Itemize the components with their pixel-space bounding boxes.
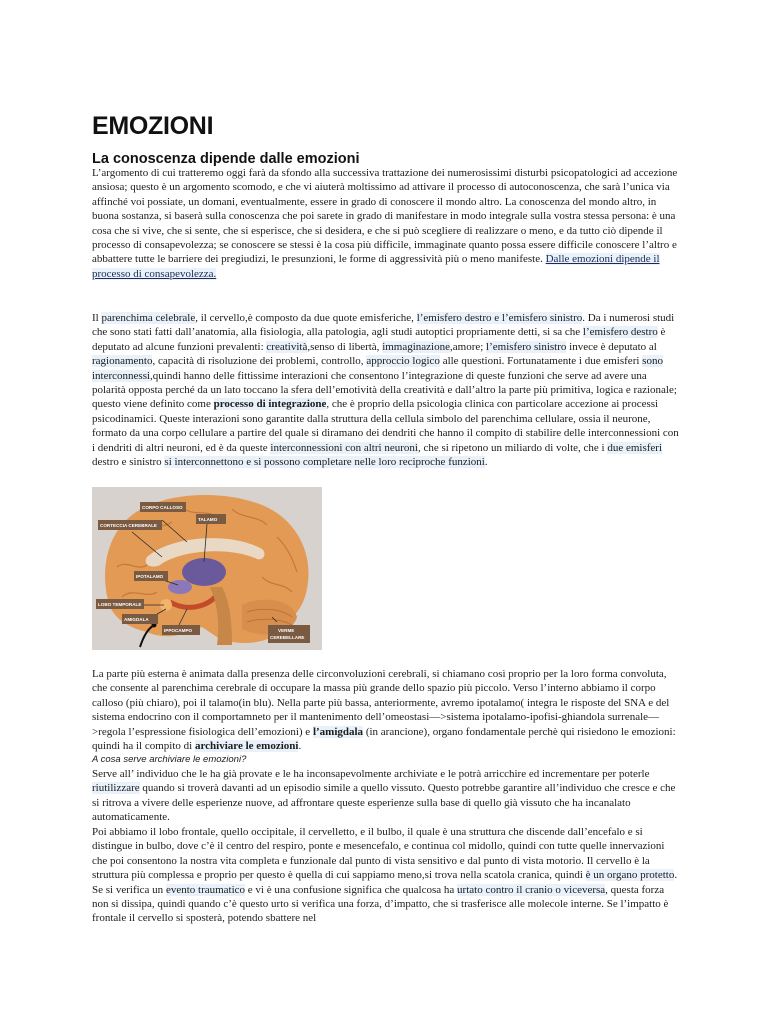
text-span: destro e sinistro (92, 456, 165, 469)
section-heading: La conoscenza dipende dalle emozioni (92, 151, 360, 167)
text-span: Serve all’ individuo che le ha già provate e le ha inconsapevolmente archiviate e le potrà arricchire ed incrementare per poterle (92, 768, 650, 780)
label-corteccia: CORTECCIA CEREBRALE (100, 523, 157, 528)
text-span: , che si ripetono un miliardo di volte, che i (417, 441, 608, 454)
text-span: La parte più esterna è animata dalla presenza delle circonvoluzioni cerebrali, si chiamano così proprio per la loro forma convoluta, che consente al parenchima cerebrale di occupare la massa più grande dello spazio più piccolo. Verso l’interno abbiamo il corpo calloso (più chiaro), poi il talamo(in blu). Nella parte più bassa, anteriormente, avremo ipotalamo( integra le risposte del SNA e del sistema endocrino con il comportamneto per il mantenimento dell’omeostasi—>sistema ipotalamo-ipofisi-ghiandola surrenale—>regola l’espressione fisiologica dell’emozioni) e (92, 668, 670, 738)
text-span: quando si troverà davanti ad un episodio simile a quello vissuto. Questo potrebbe garantire all’individuo che cresce e che si ritrova a vivere delle esperienze nuove, ad affrontare queste esperienze sulla base di quello già vissuto che ha incanalato automaticamente. (92, 782, 676, 824)
text-span: Poi abbiamo il lobo frontale, quello occipitale, il cervelletto, e il bulbo, il quale è una struttura che discende dall’encefalo e si distingue in bulbo, dove c’è il centro del respiro, ponte e mesencefalo, e continua col midollo, quindi con tutte quelle innervazioni che poi consentono la nostra vita completa e funzionale dal punto di vista sensitivo e dal punto di vista motorio. Il cervello è la struttura più complessa e proprio per questo è quella di cui sappiamo meno,si trova nella scatola cranica, quindi (92, 826, 665, 882)
text-span: ,amore; (450, 340, 487, 353)
text-span: e vi è una confusione significa che qualcosa ha (245, 883, 458, 896)
highlight-riutilizzare: riutilizzare (92, 782, 140, 795)
bold-processo-integrazione: processo di integrazione (213, 398, 327, 411)
label-amigdala: AMIGDALA (124, 617, 149, 622)
text-span: è deputato ad alcune funzioni prevalenti: (92, 326, 666, 353)
highlight-evento-traumatico: evento traumatico (165, 883, 246, 896)
highlight-emisfero-sinistro: l’emisfero sinistro (486, 340, 567, 353)
highlight-emisferi: l’emisfero destro e l’emisfero sinistro (416, 312, 583, 324)
highlight-ragionamento: ragionamento (92, 355, 153, 368)
text-span: , che è proprio della psicologia clinica con particolare accezione ai processi psicodinamici. Queste interazioni sono garantite dalla struttura della cellula simbolo del parenchima cellulare, ossia il neurone, formato da una corpo cellulare a partire del quale si diramano dei dendriti che hanno il compito di stabilire delle interconnessioni con i dendriti di altri neuroni, ed è da queste (92, 398, 679, 454)
consapevolezza-link[interactable]: Dalle emozioni dipende il processo di consapevolezza. (92, 253, 660, 280)
highlight-completare: si interconnettono e si possono completare nelle loro reciproche funzioni (164, 456, 485, 469)
brain-diagram-svg (92, 487, 322, 650)
text-span: . Se si verifica un (92, 869, 678, 896)
text-span: , capacità di risoluzione dei problemi, controllo, (152, 355, 367, 368)
label-ippocampo: IPPOCAMPO (164, 628, 193, 633)
text-span: , questa forza non si dissipa, quindi quando c’è questo urto si verifica una forza, d’impatto, che si trasferisce alle molecole interne. Se l’impatto è frontale il cervello si sposterà, potendo sbattere nel (92, 883, 669, 925)
label-talamo: TALAMO (198, 517, 218, 522)
question-heading: A cosa serve archiviare le emozioni? (92, 754, 247, 765)
label-verme: VERME (278, 628, 295, 633)
paragraph-lobes (92, 825, 682, 926)
text-span: (in arancione), organo fondamentale perchè qui risiedono le emozioni: quindi ha il compito di (92, 725, 676, 753)
text-span: , il cervello,è composto da due quote emisferiche, (195, 312, 417, 324)
paragraph-anatomy (92, 667, 682, 753)
text-span: ,quindi hanno delle fittissime interazioni che consentono l’integrazione di queste funzioni che serve ad avere una polarità opposta perché da un lato toccano la sfera dell’emotività della creatività e dall’altro la parte più primitiva, logica e razionale; questo viene definito come (92, 369, 677, 411)
label-corpo-calloso: CORPO CALLOSO (142, 505, 183, 510)
paragraph-intro (92, 166, 682, 281)
label-lobo-temporale: LOBO TEMPORALE (98, 602, 142, 607)
text-span: ,senso di libertà, (307, 340, 383, 353)
paragraph-archive (92, 767, 682, 825)
highlight-urtato: urtato contro il cranio o viceversa (457, 883, 606, 896)
bold-archiviare-emozioni: archiviare le emozioni (194, 740, 299, 753)
text-span: alle questioni. Fortunatamente i due emisferi (439, 355, 643, 368)
brain-diagram-image (92, 487, 322, 650)
bold-amigdala: l’amigdala (312, 725, 364, 738)
question-heading-wrap (92, 753, 682, 766)
text-span: invece è deputato al (566, 340, 657, 353)
paragraph-hemispheres (92, 311, 682, 469)
highlight-interconnessioni: interconnessioni con altri neuroni (270, 441, 418, 454)
text-span: . (298, 740, 302, 753)
label-cerebellare: CEREBELLARE (270, 635, 305, 640)
highlight-interconnessi: sono interconnessi (92, 355, 663, 382)
highlight-due-emisferi: due emisferi (607, 441, 663, 454)
highlight-emisfero-destro: l’emisfero destro (582, 326, 658, 339)
highlight-approccio-logico: approccio logico (366, 355, 440, 368)
intro-text: L’argomento di cui tratteremo oggi farà da sfondo alla successiva trattazione dei numerosissimi disturbi psicopatologici ad accezione ansiosa; questo è un argomento scomodo, e che vi aiuterà moltissimo ad attivare il processo di autoconoscenza, che sarà l’unica via affinché voi possiate, un domani, eventualmente, essere in grado di conoscere il mondo altro. La conoscenza del mondo altro, in buona sostanza, si baserà sulla conoscenza che poi sarete in grado di manifestare in modo integrale sulla vostra stessa persona: è una cosa che si vive, che si sente, che si esperisce, che si desidera, e che si può scegliere di realizzare o meno, e da tutto ciò dipende il processo di consapevolezza; se conoscere se stessi è la cosa più difficile, immaginate quanto possa essere difficile conoscere l’altro e abbattere tutte le barriere dei pregiudizi, le presunzioni, le forme di aggressività più o meno manifeste. (92, 167, 678, 266)
text-span: . Da i numerosi studi che sono stati fatti dall’anatomia, alla fisiologia, alla patologia, agli studi autoptici propriamente detti, si sa che (92, 312, 675, 339)
page-title: EMOZIONI (92, 112, 214, 140)
highlight-immaginazione: immaginazione (382, 340, 450, 353)
text-span: Il (92, 312, 102, 324)
highlight-creativita: creatività (266, 340, 308, 353)
text-span: . (484, 456, 488, 469)
highlight-organo-protetto: è un organo protetto (585, 869, 675, 882)
highlight-parenchima: parenchima celebrale (101, 312, 196, 324)
label-ipotalamo: IPOTALAMO (136, 574, 164, 579)
